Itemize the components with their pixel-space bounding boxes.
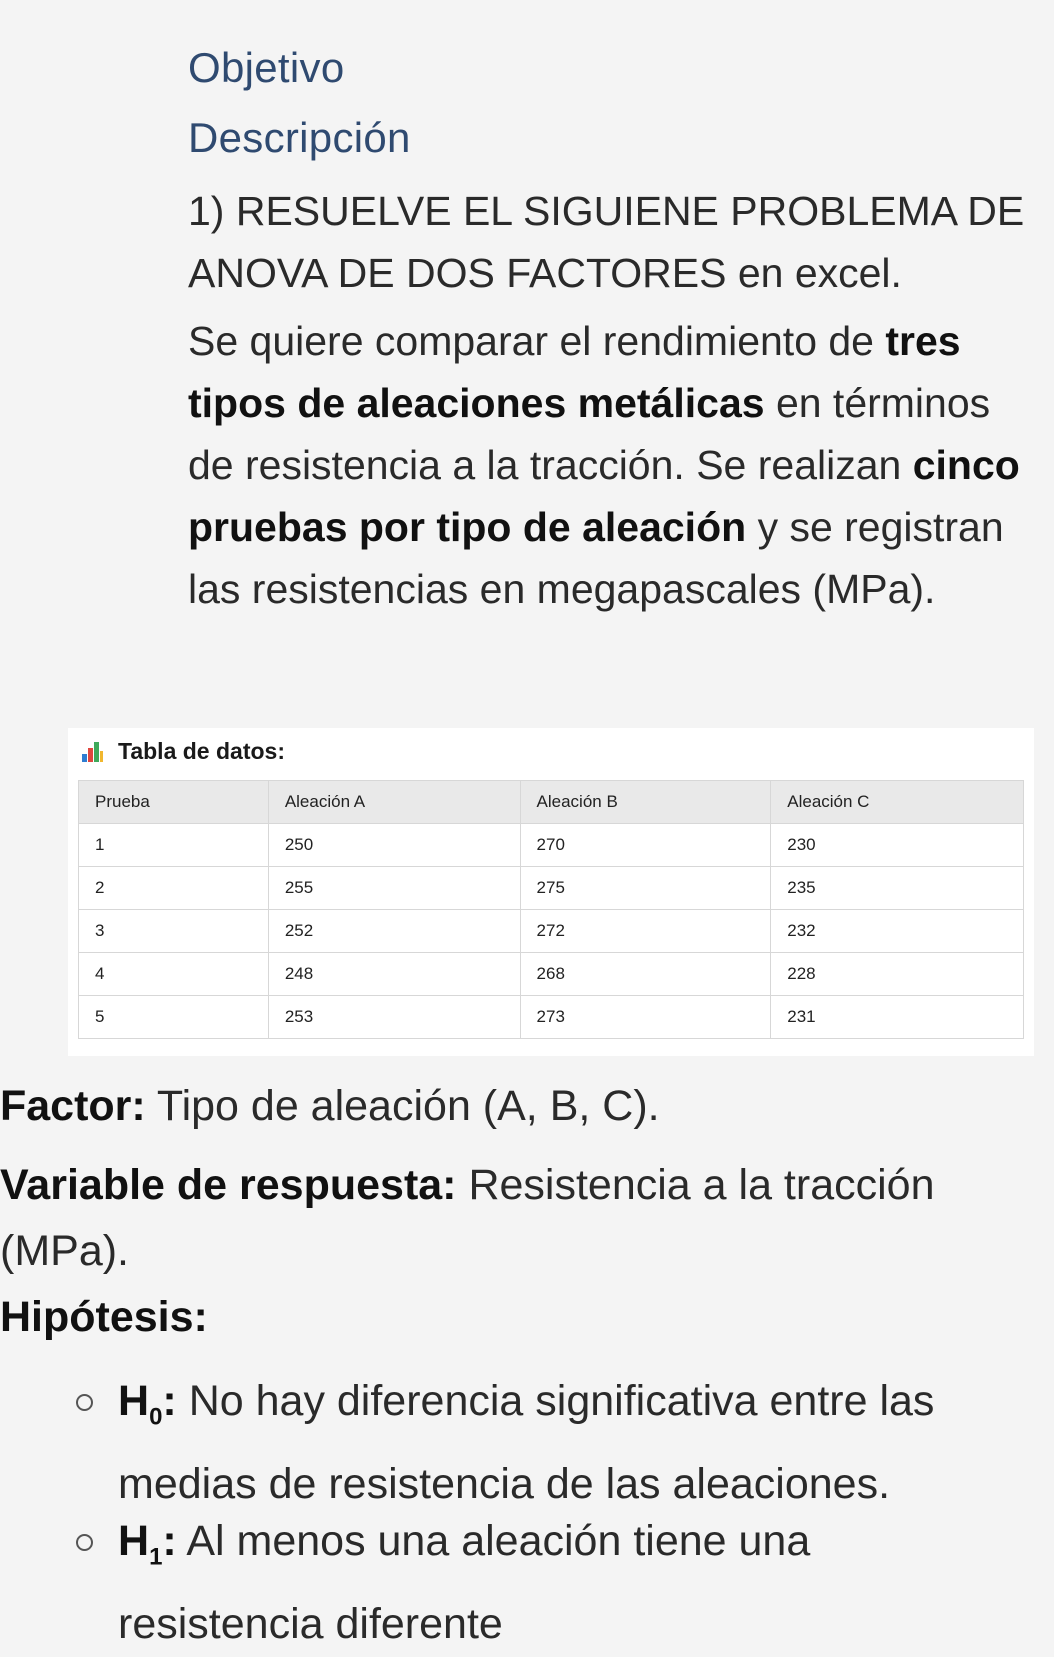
table-cell: 250 (268, 824, 520, 867)
table-cell: 235 (771, 867, 1024, 910)
table-row (79, 824, 1024, 867)
hypotheses-heading: Hipótesis: (0, 1293, 208, 1341)
table-cell: 248 (268, 953, 520, 996)
description-heading: Descripción (188, 114, 411, 161)
table-row (79, 867, 1024, 910)
data-table (78, 780, 1024, 1039)
task-statement: 1) RESUELVE EL SIGUIENE PROBLEMA DE ANOVA DE DOS FACTORES en excel. (188, 188, 1025, 296)
factor-value: Tipo de aleación (A, B, C). (145, 1082, 660, 1130)
intro-text-2: en términos de resistencia a la tracción. Se realizan (188, 380, 991, 488)
table-cell: 275 (520, 867, 771, 910)
intro-bold-tests: cinco pruebas por tipo de aleación (188, 442, 1020, 550)
data-table-panel (68, 728, 1034, 1056)
table-row (79, 953, 1024, 996)
table-cell: 230 (771, 824, 1024, 867)
h0-label: $H_0$: (118, 1377, 177, 1431)
h1-label: $H_1$: (118, 1517, 177, 1571)
table-row (79, 996, 1024, 1039)
intro-bold-alloys: tres tipos de aleaciones metálicas (188, 318, 961, 426)
bullet-circle-icon (76, 1534, 93, 1551)
objective-heading: Objetivo (188, 44, 345, 91)
header-cell: Aleación A (268, 781, 520, 824)
intro-text-1: Se quiere comparar el rendimiento de (188, 318, 886, 364)
table-cell: 273 (520, 996, 771, 1039)
problem-intro (188, 310, 1028, 620)
table-cell: 3 (79, 910, 269, 953)
factor-line (0, 1082, 660, 1131)
table-cell: 2 (79, 867, 269, 910)
table-cell: 231 (771, 996, 1024, 1039)
table-cell: 4 (79, 953, 269, 996)
table-title (82, 738, 285, 765)
table-row (79, 910, 1024, 953)
table-cell: 1 (79, 824, 269, 867)
bullet-circle-icon (76, 1394, 93, 1411)
table-cell: 5 (79, 996, 269, 1039)
table-cell: 255 (268, 867, 520, 910)
intro-text-3: y se registran las resistencias en megapascales (MPa). (188, 504, 1004, 612)
table-cell: 252 (268, 910, 520, 953)
h0-text: No hay diferencia significativa entre las medias de resistencia de las aleaciones. (118, 1377, 935, 1508)
h1-text: Al menos una aleación tiene una resistencia diferente (118, 1517, 811, 1648)
response-label: Variable de respuesta: (0, 1161, 457, 1209)
hypothesis-h0 (76, 1368, 1006, 1517)
bar-chart-icon (82, 742, 104, 762)
response-value: Resistencia a la tracción (MPa). (0, 1161, 935, 1275)
table-cell: 272 (520, 910, 771, 953)
table-header-row (79, 781, 1024, 824)
table-cell: 253 (268, 996, 520, 1039)
response-variable-line (0, 1152, 1020, 1284)
table-cell: 232 (771, 910, 1024, 953)
header-cell: Prueba (79, 781, 269, 824)
header-cell: Aleación C (771, 781, 1024, 824)
table-cell: 228 (771, 953, 1024, 996)
factor-label: Factor: (0, 1082, 146, 1130)
table-cell: 270 (520, 824, 771, 867)
table-cell: 268 (520, 953, 771, 996)
hypothesis-h1 (76, 1508, 1006, 1657)
header-cell: Aleación B (520, 781, 771, 824)
table-title-text: Tabla de datos: (118, 738, 285, 764)
